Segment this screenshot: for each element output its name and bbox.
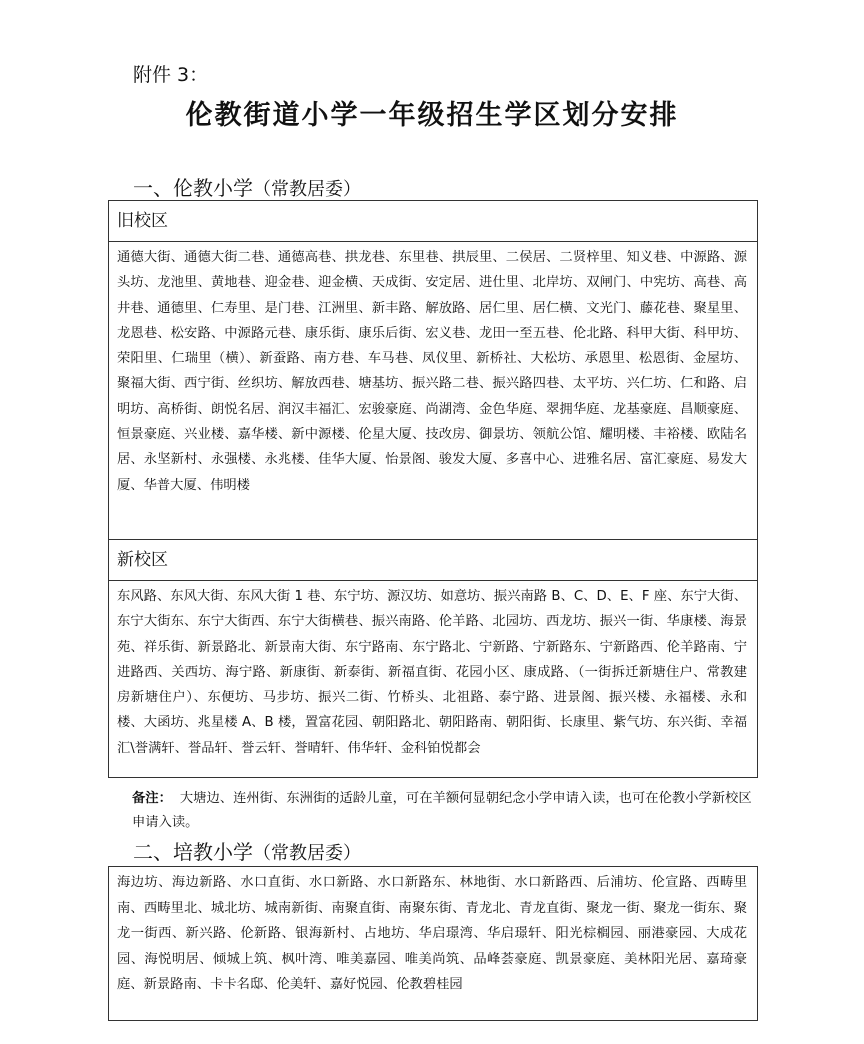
- section-heading-text: 一、伦教小学: [133, 176, 253, 200]
- old-campus-label: 旧校区: [109, 201, 757, 242]
- old-campus-streets: 通德大街、通德大街二巷、通德高巷、拱龙巷、东里巷、拱辰里、二侯居、二贤梓里、知义巷、中源路、源头坊、龙池里、黄地巷、迎金巷、迎金横、天成街、安定居、进仕里、北岸坊、双闸门、中宪坊、高巷、高井巷、通德里、仁寿里、是门巷、江洲里、新丰路、解放路、居仁里、居仁横、文光门、藤花巷、聚星里、龙恩巷、松安路、中源路元巷、康乐街、康乐后街、宏义巷、龙田一至五巷、伦北路、科甲大街、科甲坊、荣阳里、仁瑞里（横）、新蚕路、南方巷、车马巷、凤仪里、新桥社、大松坊、承恩里、松恩街、金屋坊、聚福大街、西宁街、丝织坊、解放西巷、塘基坊、振兴路二巷、振兴路四巷、太平坊、兴仁坊、仁和路、启明坊、高桥街、朗悦名居、润汉丰福汇、宏骏豪庭、尚湖湾、金色华庭、翠拥华庭、龙基豪庭、昌顺豪庭、恒景豪庭、兴业楼、嘉华楼、新中源楼、伦星大厦、技改房、御景坊、领航公馆、耀明楼、丰裕楼、欧陆名居、永坚新村、永强楼、永兆楼、佳华大厦、怡景阁、骏发大厦、多喜中心、进雅名居、富汇豪庭、易发大厦、华普大厦、伟明楼: [117, 250, 747, 493]
- document-title: 伦教街道小学一年级招生学区划分安排: [185, 100, 679, 131]
- section-heading-paren: （常教居委）: [253, 179, 361, 200]
- section-heading-text: 二、培教小学: [133, 840, 253, 864]
- section-heading-lunjiao: [133, 172, 361, 201]
- lunjiao-district-table: [108, 200, 758, 778]
- note-text: 大塘边、连州街、东洲街的适龄儿童，可在羊额何显朝纪念小学申请入读，也可在伦教小学新校区申请入读。: [132, 791, 752, 830]
- note: [132, 787, 752, 835]
- attachment-label: 附件 3：: [133, 64, 209, 86]
- new-campus-label: 新校区: [109, 539, 757, 581]
- peijiao-streets: 海边坊、海边新路、水口直街、水口新路、水口新路东、林地街、水口新路西、后浦坊、伦宣路、西畴里南、西畴里北、城北坊、城南新街、南聚直街、南聚东街、青龙北、青龙直街、聚龙一街、聚龙一街东、聚龙一街西、新兴路、伦新路、银海新村、占地坊、华启璟湾、华启璟轩、阳光棕榈园、丽港豪园、大成花园、海悦明居、倾城上筑、枫叶湾、唯美嘉园、唯美尚筑、品峰荟豪庭、凯景豪庭、美林阳光居、嘉琦豪庭、新景路南、卡卡名邸、伦美轩、嘉好悦园、伦教碧桂园: [117, 875, 747, 993]
- section-heading-paren: （常教居委）: [253, 843, 361, 864]
- section-heading-peijiao: [133, 836, 361, 865]
- note-label: 备注：: [132, 791, 172, 806]
- peijiao-district-table: [108, 866, 758, 1021]
- new-campus-streets: 东风路、东风大街、东风大街 1 巷、东宁坊、源汉坊、如意坊、振兴南路 B、C、D、E、F 座、东宁大街、东宁大街东、东宁大街西、东宁大街横巷、振兴南路、伦羊路、北园坊、西龙坊、振兴一街、华康楼、海景苑、祥乐街、新景路北、新景南大街、东宁路南、东宁路北、宁新路、宁新路东、宁新路西、伦羊路南、宁进路西、关西坊、海宁路、新康街、新泰街、新福直街、花园小区、康成路、（一街拆迁新塘住户、常教建房新塘住户）、东便坊、马步坊、振兴二街、竹桥头、北祖路、泰宁路、进景阁、振兴楼、永福楼、永和楼、大函坊、兆星楼 A、B 楼，置富花园、朝阳路北、朝阳路南、朝阳街、长康里、紫气坊、东兴街、幸福汇\誉满轩、誉品轩、誉云轩、誉晴轩、伟华轩、金科铂悦都会: [117, 589, 747, 756]
